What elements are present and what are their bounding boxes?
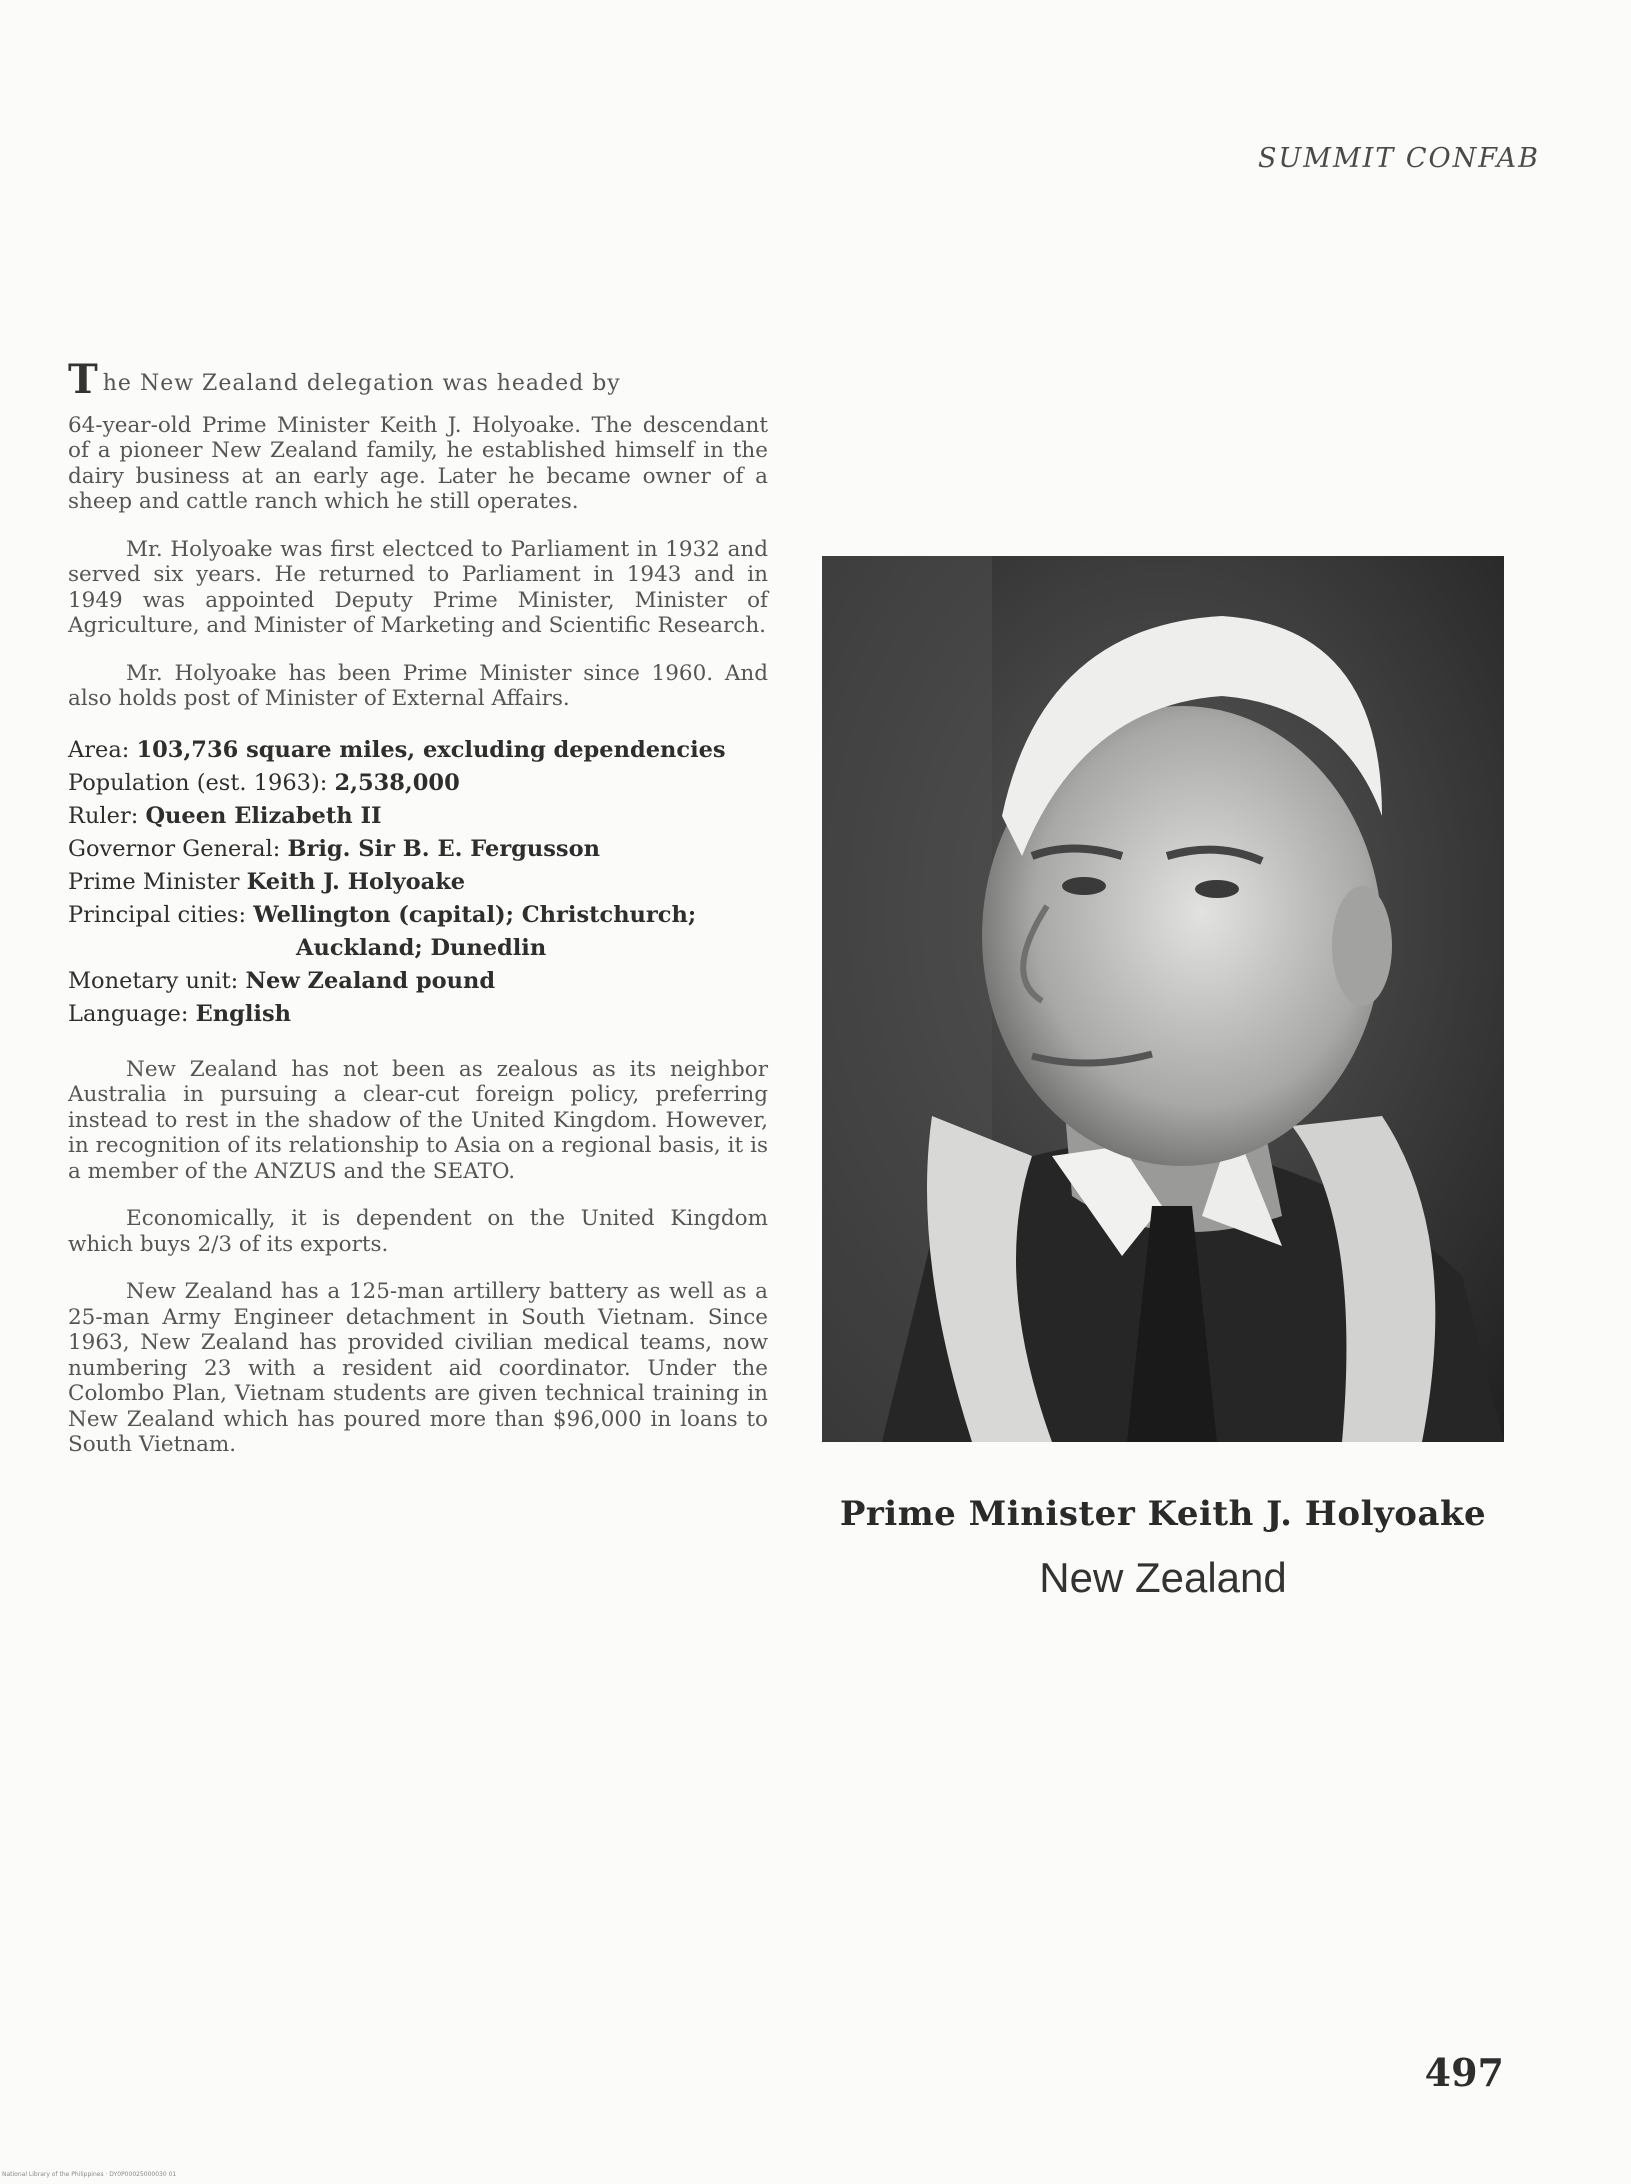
fact-list xyxy=(68,734,768,1031)
paragraph-5: Economically, it is dependent on the United Kingdom which buys 2/3 of its exports. xyxy=(68,1206,768,1257)
footer-note: National Library of the Philippines · DY0P00025000030 01 xyxy=(2,2171,177,2178)
lead-first-line xyxy=(68,356,768,403)
paragraph-6: New Zealand has a 125-man artillery battery as well as a 25-man Army Engineer detachment in South Vietnam. Since 1963, New Zealand has provided civilian medical teams, now numbering 23 with a resident aid coordinator. Under the Colombo Plan, Vietnam students are given technical training in New Zealand which has poured more than $96,000 in loans to South Vietnam. xyxy=(68,1279,768,1457)
portrait-illustration xyxy=(822,556,1504,1442)
fact-governor-general: Governor General: Brig. Sir B. E. Fergusson xyxy=(68,835,600,862)
page-number: 497 xyxy=(1424,2050,1504,2095)
fact-prime-minister: Prime Minister Keith J. Holyoake xyxy=(68,868,466,895)
fact-language: Language: English xyxy=(68,1000,291,1027)
caption-country: New Zealand xyxy=(1039,1554,1287,1601)
fact-cities-continued: Auckland; Dunedlin xyxy=(296,934,547,961)
first-line-text: he New Zealand delegation was headed by xyxy=(102,371,621,396)
paragraph-3: Mr. Holyoake has been Prime Minister since 1960. And also holds post of Minister of External Affairs. xyxy=(68,660,768,711)
article-column xyxy=(68,356,768,1480)
caption-name: Prime Minister Keith J. Holyoake xyxy=(839,1494,1487,1534)
paragraph-4: New Zealand has not been as zealous as its neighbor Australia in pursuing a clear-cut foreign policy, preferring instead to rest in the shadow of the United Kingdom. However, in recognition of its relationship to Asia on a regional basis, it is a member of the ANZUS and the SEATO. xyxy=(68,1056,768,1184)
fact-population: Population (est. 1963): 2,538,000 xyxy=(68,769,460,796)
running-head: SUMMIT CONFAB xyxy=(1258,143,1540,174)
portrait-photo xyxy=(822,556,1504,1442)
lead-paragraph xyxy=(68,356,768,515)
paragraph-2: Mr. Holyoake was first electced to Parliament in 1932 and served six years. He returned to Parliament in 1943 and in 1949 was appointed Deputy Prime Minister, Minister of Agriculture, and Minister of Marketing and Scientific Research. xyxy=(68,536,768,638)
drop-cap: T xyxy=(68,356,99,403)
paragraph-1-text: 64-year-old Prime Minister Keith J. Holyoake. The descendant of a pioneer New Zealand family, he established himself in the dairy business at an early age. Later he became owner of a sheep and cattle ranch which he still operates. xyxy=(68,412,768,514)
fact-monetary-unit: Monetary unit: New Zealand pound xyxy=(68,967,496,994)
fact-area: Area: 103,736 square miles, excluding dependencies xyxy=(68,736,726,763)
fact-ruler: Ruler: Queen Elizabeth II xyxy=(68,802,382,829)
fact-principal-cities: Principal cities: Wellington (capital); Christchurch; xyxy=(68,901,697,928)
